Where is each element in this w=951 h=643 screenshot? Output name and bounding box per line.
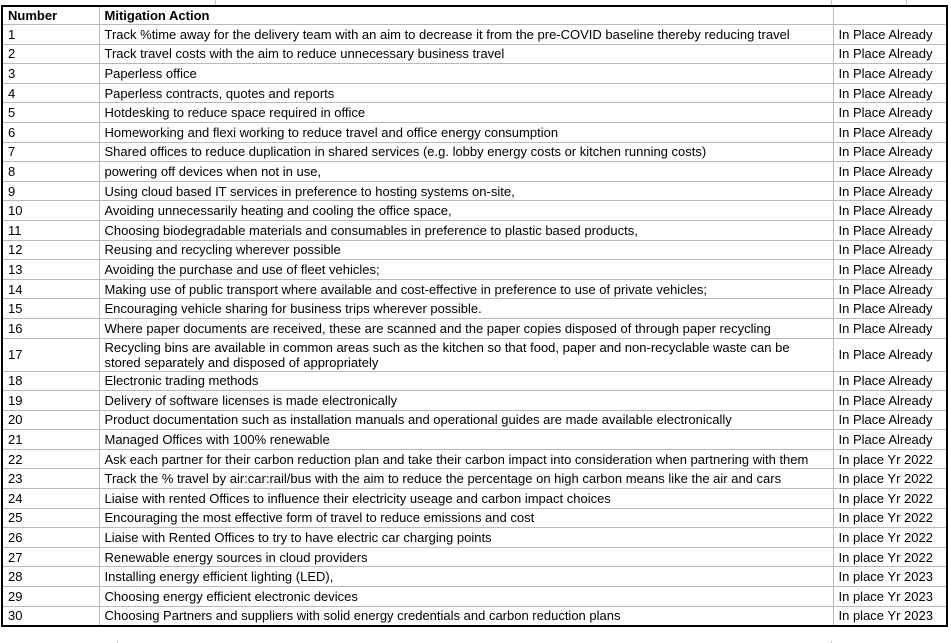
table-row xyxy=(2,489,947,509)
row-action-cell[interactable]: Choosing energy efficient electronic devices xyxy=(99,587,833,607)
table-header-row xyxy=(2,6,947,25)
row-number-cell[interactable]: 3 xyxy=(2,64,99,84)
row-number-cell[interactable]: 17 xyxy=(2,338,99,371)
row-status-cell[interactable]: In Place Already xyxy=(833,181,947,201)
table-row xyxy=(2,122,947,142)
row-action-cell[interactable]: Track travel costs with the aim to reduce unnecessary business travel xyxy=(99,44,833,64)
row-action-cell[interactable]: Hotdesking to reduce space required in office xyxy=(99,103,833,123)
table-row xyxy=(2,430,947,450)
row-number-cell[interactable]: 11 xyxy=(2,220,99,240)
row-number-cell[interactable]: 30 xyxy=(2,606,99,626)
row-action-cell[interactable]: Paperless office xyxy=(99,64,833,84)
table-row xyxy=(2,201,947,221)
row-status-cell[interactable]: In place Yr 2022 xyxy=(833,508,947,528)
row-action-cell[interactable]: Renewable energy sources in cloud providers xyxy=(99,547,833,567)
row-number-cell[interactable]: 15 xyxy=(2,299,99,319)
row-status-cell[interactable]: In Place Already xyxy=(833,25,947,45)
table-row xyxy=(2,260,947,280)
table-row xyxy=(2,371,947,391)
table-row xyxy=(2,606,947,626)
row-number-cell[interactable]: 19 xyxy=(2,391,99,411)
row-number-cell[interactable]: 8 xyxy=(2,162,99,182)
row-action-cell[interactable]: Liaise with rented Offices to influence their electricity useage and carbon impact choices xyxy=(99,489,833,509)
row-status-cell[interactable]: In place Yr 2022 xyxy=(833,528,947,548)
row-action-cell[interactable]: Making use of public transport where available and cost-effective in preference to use of private vehicles; xyxy=(99,279,833,299)
row-number-cell[interactable]: 21 xyxy=(2,430,99,450)
row-action-cell[interactable]: Delivery of software licenses is made electronically xyxy=(99,391,833,411)
table-row xyxy=(2,449,947,469)
row-action-cell[interactable]: Choosing Partners and suppliers with solid energy credentials and carbon reduction plans xyxy=(99,606,833,626)
table-row xyxy=(2,279,947,299)
row-number-cell[interactable]: 4 xyxy=(2,83,99,103)
row-status-cell[interactable]: In Place Already xyxy=(833,103,947,123)
row-action-cell[interactable]: Paperless contracts, quotes and reports xyxy=(99,83,833,103)
row-action-cell[interactable]: Encouraging vehicle sharing for business trips wherever possible. xyxy=(99,299,833,319)
row-number-cell[interactable]: 13 xyxy=(2,260,99,280)
row-number-cell[interactable]: 1 xyxy=(2,25,99,45)
row-status-cell[interactable]: In Place Already xyxy=(833,318,947,338)
row-number-cell[interactable]: 9 xyxy=(2,181,99,201)
table-row xyxy=(2,410,947,430)
table-row xyxy=(2,318,947,338)
row-action-cell[interactable]: Recycling bins are available in common areas such as the kitchen so that food, paper and non-recyclable waste can be stored separately and disposed of appropriately xyxy=(99,338,833,371)
row-status-cell[interactable]: In Place Already xyxy=(833,142,947,162)
row-number-cell[interactable]: 29 xyxy=(2,587,99,607)
table-row xyxy=(2,25,947,45)
row-action-cell[interactable]: powering off devices when not in use, xyxy=(99,162,833,182)
table-row xyxy=(2,83,947,103)
row-status-cell[interactable]: In place Yr 2022 xyxy=(833,489,947,509)
row-action-cell[interactable]: Reusing and recycling wherever possible xyxy=(99,240,833,260)
row-action-cell[interactable]: Installing energy efficient lighting (LED), xyxy=(99,567,833,587)
table-row xyxy=(2,391,947,411)
row-action-cell[interactable]: Ask each partner for their carbon reduction plan and take their carbon impact into consideration when partnering with them xyxy=(99,449,833,469)
row-action-cell[interactable]: Choosing biodegradable materials and consumables in preference to plastic based products, xyxy=(99,220,833,240)
row-status-cell[interactable]: In Place Already xyxy=(833,44,947,64)
row-number-cell[interactable]: 18 xyxy=(2,371,99,391)
table-row xyxy=(2,299,947,319)
row-status-cell[interactable]: In Place Already xyxy=(833,299,947,319)
row-status-cell[interactable]: In place Yr 2023 xyxy=(833,567,947,587)
row-status-cell[interactable]: In Place Already xyxy=(833,371,947,391)
row-status-cell[interactable]: In place Yr 2022 xyxy=(833,547,947,567)
mitigation-actions-table xyxy=(1,5,948,627)
column-header-mitigation-action[interactable]: Mitigation Action xyxy=(99,6,833,25)
row-action-cell[interactable]: Homeworking and flexi working to reduce travel and office energy consumption xyxy=(99,122,833,142)
table-row xyxy=(2,587,947,607)
row-number-cell[interactable]: 14 xyxy=(2,279,99,299)
table-row xyxy=(2,181,947,201)
table-row xyxy=(2,567,947,587)
row-status-cell[interactable]: In Place Already xyxy=(833,162,947,182)
table-row xyxy=(2,64,947,84)
row-number-cell[interactable]: 20 xyxy=(2,410,99,430)
row-number-cell[interactable]: 28 xyxy=(2,567,99,587)
row-number-cell[interactable]: 27 xyxy=(2,547,99,567)
row-number-cell[interactable]: 10 xyxy=(2,201,99,221)
row-status-cell[interactable]: In Place Already xyxy=(833,201,947,221)
mitigation-table-body xyxy=(2,25,947,626)
row-action-cell[interactable]: Liaise with Rented Offices to try to have electric car charging points xyxy=(99,528,833,548)
row-status-cell[interactable]: In Place Already xyxy=(833,279,947,299)
mitigation-actions-range xyxy=(1,5,948,627)
table-row xyxy=(2,508,947,528)
row-action-cell[interactable]: Electronic trading methods xyxy=(99,371,833,391)
row-status-cell[interactable]: In place Yr 2023 xyxy=(833,606,947,626)
row-status-cell[interactable]: In place Yr 2022 xyxy=(833,449,947,469)
table-row xyxy=(2,220,947,240)
row-action-cell[interactable]: Avoiding the purchase and use of fleet vehicles; xyxy=(99,260,833,280)
row-status-cell[interactable]: In place Yr 2023 xyxy=(833,587,947,607)
row-number-cell[interactable]: 23 xyxy=(2,469,99,489)
row-status-cell[interactable]: In Place Already xyxy=(833,220,947,240)
table-row xyxy=(2,338,947,371)
row-action-cell[interactable]: Encouraging the most effective form of travel to reduce emissions and cost xyxy=(99,508,833,528)
row-status-cell[interactable]: In Place Already xyxy=(833,83,947,103)
row-number-cell[interactable]: 5 xyxy=(2,103,99,123)
table-row xyxy=(2,44,947,64)
row-action-cell[interactable]: Avoiding unnecessarily heating and cooling the office space, xyxy=(99,201,833,221)
table-row xyxy=(2,528,947,548)
row-status-cell[interactable]: In Place Already xyxy=(833,64,947,84)
row-status-cell[interactable]: In Place Already xyxy=(833,410,947,430)
row-number-cell[interactable]: 16 xyxy=(2,318,99,338)
row-status-cell[interactable]: In Place Already xyxy=(833,122,947,142)
row-action-cell[interactable]: Track the % travel by air:car:rail/bus with the aim to reduce the percentage on high carbon means like the air and cars xyxy=(99,469,833,489)
row-status-cell[interactable]: In Place Already xyxy=(833,260,947,280)
table-row xyxy=(2,547,947,567)
column-header-number[interactable]: Number xyxy=(2,6,99,25)
row-number-cell[interactable]: 26 xyxy=(2,528,99,548)
row-number-cell[interactable]: 24 xyxy=(2,489,99,509)
row-action-cell[interactable]: Track %time away for the delivery team with an aim to decrease it from the pre-COVID baseline thereby reducing travel xyxy=(99,25,833,45)
row-number-cell[interactable]: 6 xyxy=(2,122,99,142)
row-action-cell[interactable]: Shared offices to reduce duplication in shared services (e.g. lobby energy costs or kitchen running costs) xyxy=(99,142,833,162)
table-row xyxy=(2,142,947,162)
row-status-cell[interactable]: In place Yr 2022 xyxy=(833,469,947,489)
row-number-cell[interactable]: 12 xyxy=(2,240,99,260)
row-number-cell[interactable]: 2 xyxy=(2,44,99,64)
row-number-cell[interactable]: 22 xyxy=(2,449,99,469)
row-number-cell[interactable]: 25 xyxy=(2,508,99,528)
table-row xyxy=(2,240,947,260)
row-action-cell[interactable]: Product documentation such as installation manuals and operational guides are made available electronically xyxy=(99,410,833,430)
row-status-cell[interactable]: In Place Already xyxy=(833,391,947,411)
row-action-cell[interactable]: Managed Offices with 100% renewable xyxy=(99,430,833,450)
row-number-cell[interactable]: 7 xyxy=(2,142,99,162)
column-header-status[interactable] xyxy=(833,6,947,25)
row-status-cell[interactable]: In Place Already xyxy=(833,240,947,260)
table-row xyxy=(2,162,947,182)
table-row xyxy=(2,469,947,489)
row-status-cell[interactable]: In Place Already xyxy=(833,338,947,371)
row-action-cell[interactable]: Where paper documents are received, these are scanned and the paper copies disposed of through paper recycling xyxy=(99,318,833,338)
table-row xyxy=(2,103,947,123)
row-status-cell[interactable]: In Place Already xyxy=(833,430,947,450)
row-action-cell[interactable]: Using cloud based IT services in preference to hosting systems on-site, xyxy=(99,181,833,201)
